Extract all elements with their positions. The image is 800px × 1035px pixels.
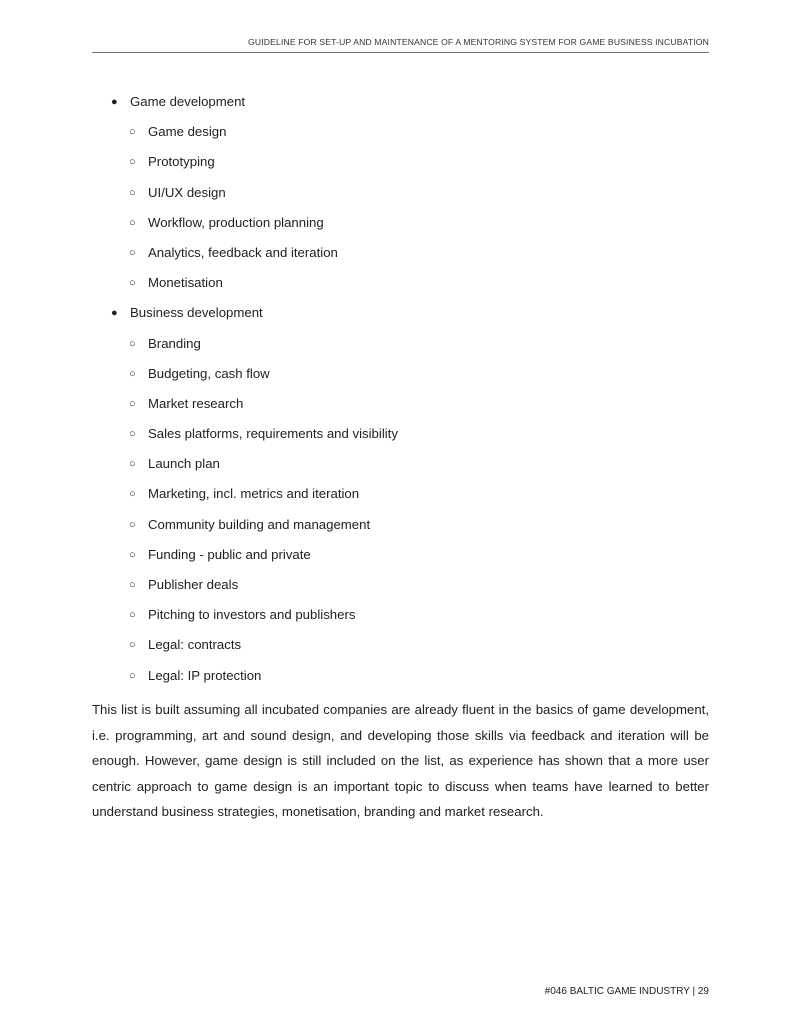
list-item-text: Market research bbox=[148, 395, 244, 411]
sub-list-item bbox=[0, 575, 800, 605]
sub-list-item bbox=[0, 213, 800, 243]
list-item-text: Game development bbox=[130, 94, 246, 109]
hollow-bullet-icon: ○ bbox=[129, 488, 136, 501]
sub-list-item bbox=[0, 122, 800, 152]
list-item-text: Legal: IP protection bbox=[148, 667, 262, 683]
list-item-text: UI/UX design bbox=[148, 184, 226, 200]
list-item-text: Publisher deals bbox=[148, 577, 239, 592]
list-item-text: Game design bbox=[148, 124, 227, 140]
hollow-bullet-icon: ○ bbox=[129, 246, 136, 259]
hollow-bullet-icon: ○ bbox=[129, 609, 136, 622]
list-item-text: Funding - public and private bbox=[148, 546, 311, 562]
hollow-bullet-icon: ○ bbox=[129, 639, 136, 652]
topic-list bbox=[0, 92, 800, 696]
hollow-bullet-icon: ○ bbox=[129, 277, 136, 290]
sub-list-item bbox=[0, 243, 800, 273]
sub-list-item bbox=[0, 605, 800, 635]
running-header: GUIDELINE FOR SET-UP AND MAINTENANCE OF A MENTORING SYSTEM FOR GAME BUSINESS INCUBATION bbox=[248, 37, 709, 47]
hollow-bullet-icon: ○ bbox=[129, 367, 136, 380]
filled-bullet-icon: ● bbox=[111, 307, 118, 320]
sub-list-item bbox=[0, 334, 800, 364]
sub-list-item bbox=[0, 454, 800, 484]
hollow-bullet-icon: ○ bbox=[129, 397, 136, 410]
sub-list-item bbox=[0, 666, 800, 696]
list-item-text: Budgeting, cash flow bbox=[148, 365, 270, 381]
list-item-text: Launch plan bbox=[148, 456, 220, 472]
sub-list-item bbox=[0, 394, 800, 424]
sub-list-item bbox=[0, 515, 800, 545]
hollow-bullet-icon: ○ bbox=[129, 126, 136, 139]
list-item-text: Analytics, feedback and iteration bbox=[148, 244, 338, 260]
list-item-text: Pitching to investors and publishers bbox=[148, 607, 356, 623]
hollow-bullet-icon: ○ bbox=[129, 518, 136, 531]
list-item-text: Legal: contracts bbox=[148, 637, 242, 653]
body-paragraph: This list is built assuming all incubated companies are already fluent in the basics of game development, i.e. programming, art and sound design, and developing those skills via feedback and iteration will be enough. However, game design is still included on the list, as experience has shown that a more user centric approach to game design is an important topic to discuss when teams have learned to better understand business strategies, monetisation, branding and market research. bbox=[92, 702, 709, 819]
list-item-text: Marketing, incl. metrics and iteration bbox=[148, 486, 360, 502]
sub-list-item bbox=[0, 152, 800, 182]
sub-list-item bbox=[0, 364, 800, 394]
hollow-bullet-icon: ○ bbox=[129, 579, 136, 591]
hollow-bullet-icon: ○ bbox=[129, 548, 136, 561]
sub-list-item bbox=[0, 183, 800, 213]
sub-list-item bbox=[0, 545, 800, 575]
hollow-bullet-icon: ○ bbox=[129, 428, 136, 441]
hollow-bullet-icon: ○ bbox=[129, 458, 136, 471]
sub-list-item bbox=[0, 484, 800, 514]
sub-list-item bbox=[0, 635, 800, 665]
list-item-text: Branding bbox=[148, 335, 201, 351]
list-item bbox=[0, 303, 800, 333]
header-rule bbox=[92, 52, 709, 53]
hollow-bullet-icon: ○ bbox=[129, 156, 136, 169]
list-item bbox=[0, 92, 800, 122]
hollow-bullet-icon: ○ bbox=[129, 337, 136, 350]
page-footer: #046 BALTIC GAME INDUSTRY | 29 bbox=[544, 986, 709, 997]
list-item-text: Prototyping bbox=[148, 154, 215, 170]
hollow-bullet-icon: ○ bbox=[129, 216, 136, 229]
list-item-text: Monetisation bbox=[148, 275, 223, 291]
sub-list-item bbox=[0, 424, 800, 454]
list-item-text: Community building and management bbox=[148, 516, 371, 532]
filled-bullet-icon: ● bbox=[111, 96, 118, 108]
sub-list-item bbox=[0, 273, 800, 303]
list-item-text: Workflow, production planning bbox=[148, 214, 324, 230]
list-item-text: Business development bbox=[130, 305, 263, 321]
hollow-bullet-icon: ○ bbox=[129, 186, 136, 199]
list-item-text: Sales platforms, requirements and visibility bbox=[148, 426, 398, 442]
hollow-bullet-icon: ○ bbox=[129, 669, 136, 682]
